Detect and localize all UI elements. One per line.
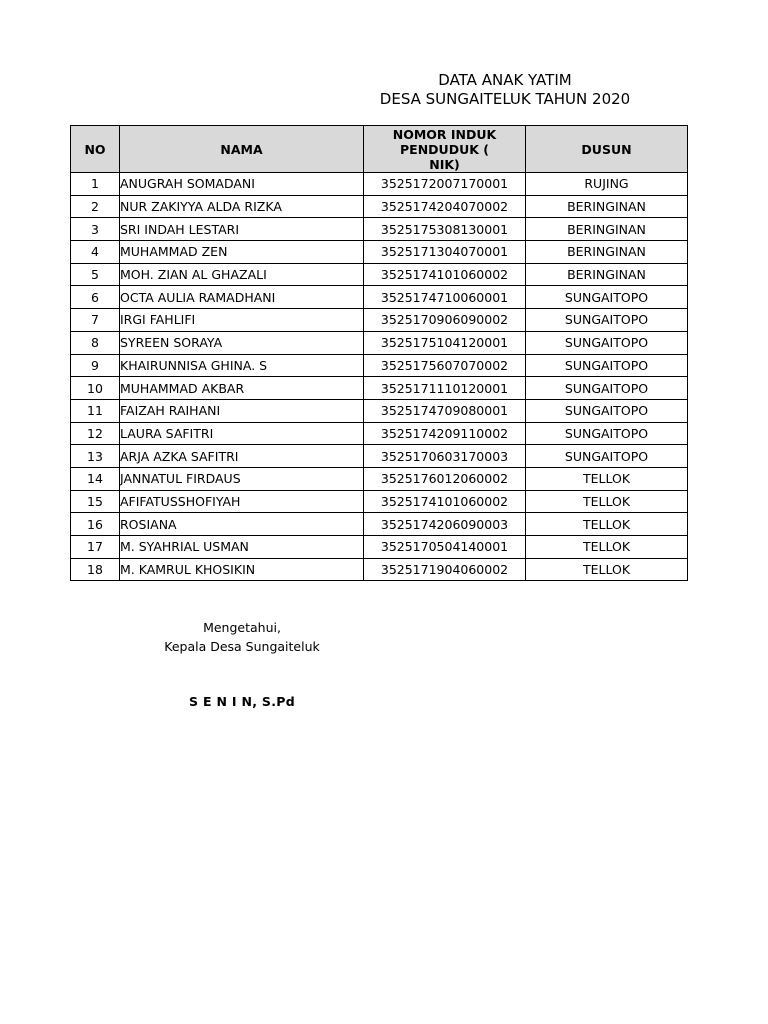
cell-dusun: SUNGAITOPO xyxy=(526,354,688,377)
cell-nama: OCTA AULIA RAMADHANI xyxy=(120,286,364,309)
cell-no: 13 xyxy=(71,445,120,468)
cell-dusun: SUNGAITOPO xyxy=(526,445,688,468)
table-row xyxy=(71,241,688,264)
cell-nama: MUHAMMAD AKBAR xyxy=(120,377,364,400)
cell-nama: LAURA SAFITRI xyxy=(120,422,364,445)
cell-nik: 3525175607070002 xyxy=(364,354,526,377)
cell-nama: M. KAMRUL KHOSIKIN xyxy=(120,558,364,581)
cell-dusun: SUNGAITOPO xyxy=(526,399,688,422)
document-title xyxy=(300,71,710,109)
cell-no: 16 xyxy=(71,513,120,536)
cell-nama: KHAIRUNNISA GHINA. S xyxy=(120,354,364,377)
cell-nik: 3525174206090003 xyxy=(364,513,526,536)
cell-dusun: BERINGINAN xyxy=(526,195,688,218)
cell-dusun: SUNGAITOPO xyxy=(526,331,688,354)
cell-nama: FAIZAH RAIHANI xyxy=(120,399,364,422)
acknowledge-text: Mengetahui, xyxy=(203,620,281,635)
cell-nik: 3525174101060002 xyxy=(364,263,526,286)
table-row xyxy=(71,331,688,354)
table-row xyxy=(71,445,688,468)
table-row xyxy=(71,536,688,559)
table-row xyxy=(71,377,688,400)
cell-no: 5 xyxy=(71,263,120,286)
signer-role: Kepala Desa Sungaiteluk xyxy=(164,639,320,654)
column-header-nama: NAMA xyxy=(120,126,364,173)
cell-nama: MUHAMMAD ZEN xyxy=(120,241,364,264)
cell-no: 10 xyxy=(71,377,120,400)
column-header-no: NO xyxy=(71,126,120,173)
table-row xyxy=(71,490,688,513)
column-header-dusun: DUSUN xyxy=(526,126,688,173)
table-row xyxy=(71,218,688,241)
cell-nama: SYREEN SORAYA xyxy=(120,331,364,354)
cell-nama: ROSIANA xyxy=(120,513,364,536)
cell-no: 2 xyxy=(71,195,120,218)
table-row xyxy=(71,286,688,309)
cell-no: 3 xyxy=(71,218,120,241)
cell-nama: M. SYAHRIAL USMAN xyxy=(120,536,364,559)
table-row xyxy=(71,399,688,422)
cell-no: 12 xyxy=(71,422,120,445)
cell-nik: 3525174209110002 xyxy=(364,422,526,445)
cell-no: 15 xyxy=(71,490,120,513)
table-row xyxy=(71,173,688,196)
cell-no: 18 xyxy=(71,558,120,581)
cell-nik: 3525170504140001 xyxy=(364,536,526,559)
cell-no: 6 xyxy=(71,286,120,309)
cell-no: 14 xyxy=(71,467,120,490)
table-row xyxy=(71,422,688,445)
table-row xyxy=(71,263,688,286)
column-header-nik: NOMOR INDUK PENDUDUK ( NIK) xyxy=(364,126,526,173)
title-line-1: DATA ANAK YATIM xyxy=(438,71,572,89)
cell-nik: 3525175104120001 xyxy=(364,331,526,354)
cell-dusun: RUJING xyxy=(526,173,688,196)
cell-no: 11 xyxy=(71,399,120,422)
title-line-2: DESA SUNGAITELUK TAHUN 2020 xyxy=(379,90,631,108)
cell-nik: 3525174101060002 xyxy=(364,490,526,513)
cell-dusun: TELLOK xyxy=(526,513,688,536)
table-row xyxy=(71,309,688,332)
orphan-data-table xyxy=(70,125,688,581)
cell-no: 1 xyxy=(71,173,120,196)
cell-dusun: BERINGINAN xyxy=(526,241,688,264)
cell-nik: 3525176012060002 xyxy=(364,467,526,490)
cell-nik: 3525171110120001 xyxy=(364,377,526,400)
table-row xyxy=(71,558,688,581)
cell-nik: 3525174709080001 xyxy=(364,399,526,422)
cell-nik: 3525171904060002 xyxy=(364,558,526,581)
cell-nik: 3525170906090002 xyxy=(364,309,526,332)
cell-nik: 3525170603170003 xyxy=(364,445,526,468)
cell-nama: AFIFATUSSHOFIYAH xyxy=(120,490,364,513)
cell-nama: ARJA AZKA SAFITRI xyxy=(120,445,364,468)
cell-dusun: SUNGAITOPO xyxy=(526,286,688,309)
cell-nama: MOH. ZIAN AL GHAZALI xyxy=(120,263,364,286)
cell-nama: NUR ZAKIYYA ALDA RIZKA xyxy=(120,195,364,218)
table-row xyxy=(71,513,688,536)
cell-no: 4 xyxy=(71,241,120,264)
signer-name: S E N I N, S.Pd xyxy=(189,694,295,709)
cell-nik: 3525174204070002 xyxy=(364,195,526,218)
cell-dusun: SUNGAITOPO xyxy=(526,377,688,400)
table-row xyxy=(71,354,688,377)
cell-nik: 3525174710060001 xyxy=(364,286,526,309)
cell-dusun: BERINGINAN xyxy=(526,218,688,241)
cell-nama: ANUGRAH SOMADANI xyxy=(120,173,364,196)
cell-dusun: TELLOK xyxy=(526,536,688,559)
cell-dusun: BERINGINAN xyxy=(526,263,688,286)
cell-nama: JANNATUL FIRDAUS xyxy=(120,467,364,490)
cell-dusun: TELLOK xyxy=(526,558,688,581)
cell-dusun: SUNGAITOPO xyxy=(526,309,688,332)
cell-nik: 3525171304070001 xyxy=(364,241,526,264)
cell-dusun: TELLOK xyxy=(526,467,688,490)
cell-nik: 3525175308130001 xyxy=(364,218,526,241)
cell-no: 9 xyxy=(71,354,120,377)
table-body xyxy=(71,173,688,581)
cell-nik: 3525172007170001 xyxy=(364,173,526,196)
cell-no: 17 xyxy=(71,536,120,559)
cell-no: 8 xyxy=(71,331,120,354)
table-row xyxy=(71,467,688,490)
cell-nama: IRGI FAHLIFI xyxy=(120,309,364,332)
cell-dusun: SUNGAITOPO xyxy=(526,422,688,445)
table-row xyxy=(71,195,688,218)
table-header-row xyxy=(71,126,688,173)
cell-nama: SRI INDAH LESTARI xyxy=(120,218,364,241)
cell-dusun: TELLOK xyxy=(526,490,688,513)
cell-no: 7 xyxy=(71,309,120,332)
